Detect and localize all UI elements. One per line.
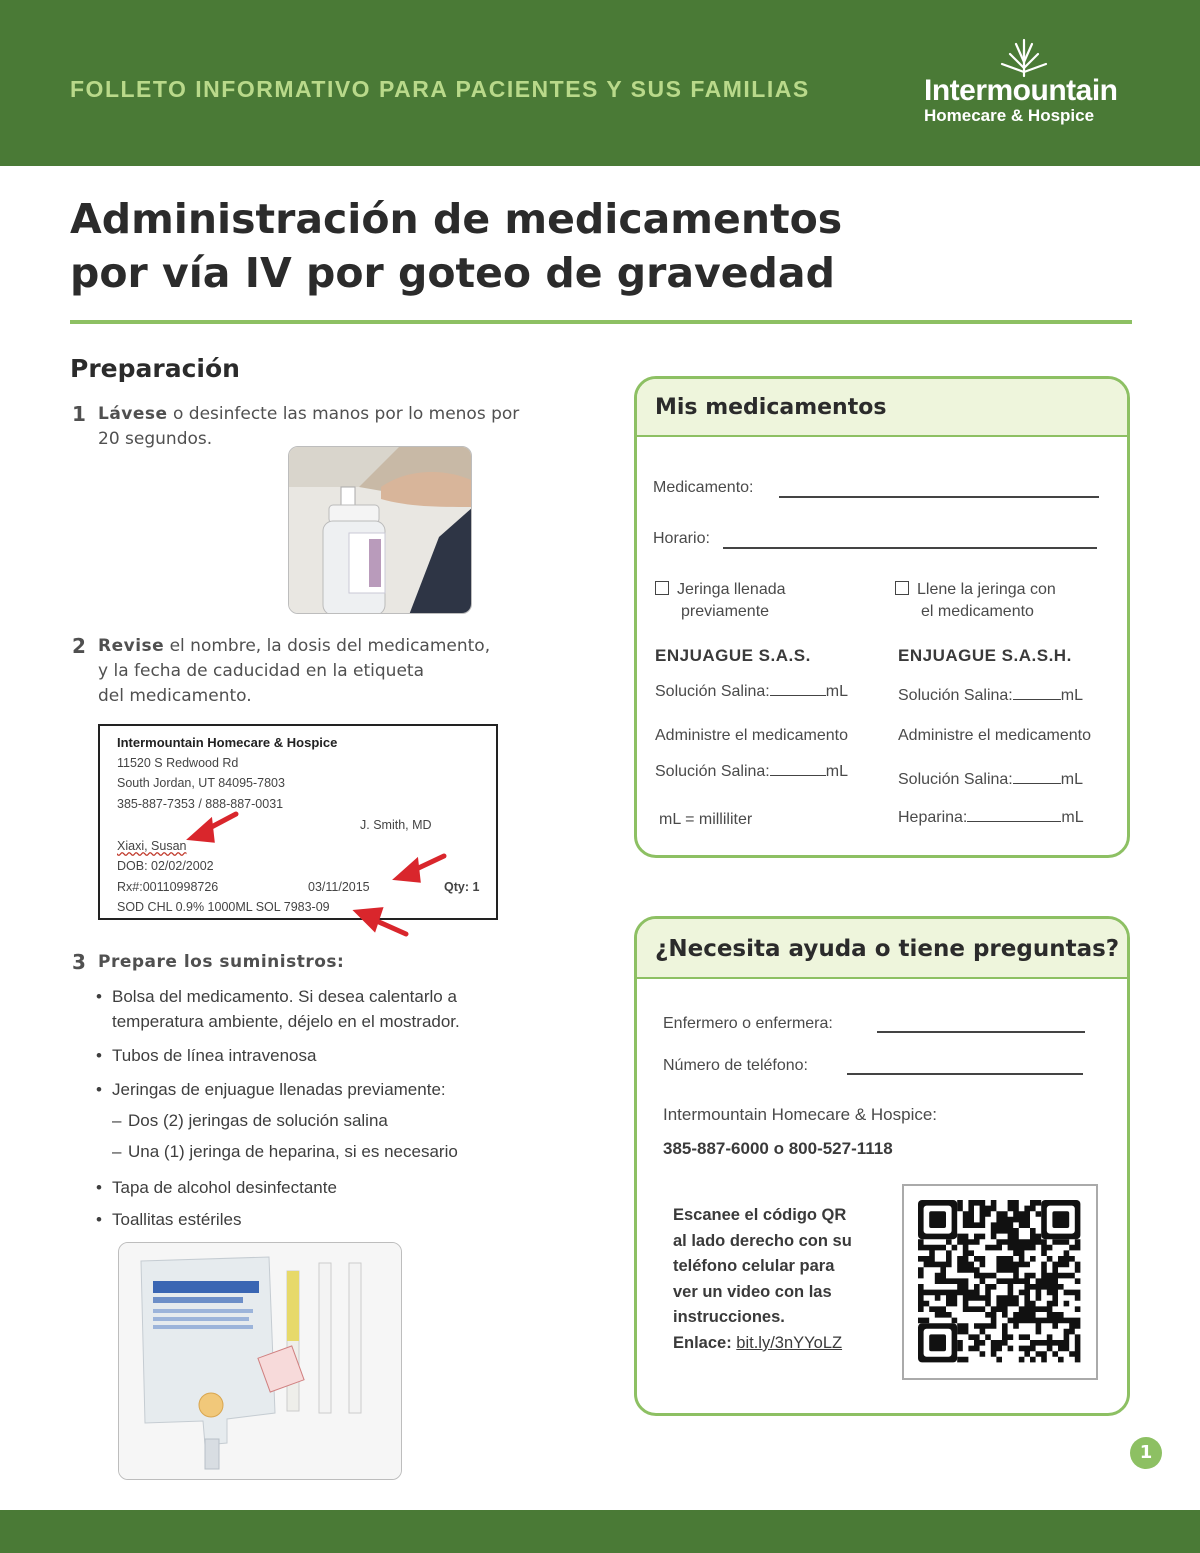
ml-field[interactable] <box>1013 783 1061 784</box>
step-text: o desinfecte las manos por lo menos por <box>167 404 520 424</box>
rx-qty: Qty: 1 <box>444 880 480 894</box>
ml-definition: mL = milliliter <box>659 811 753 828</box>
list-item: • Jeringas de enjuague llenadas previamente: <box>96 1077 596 1102</box>
rx-number: Rx#:00110998726 <box>117 880 219 894</box>
rx-doctor: J. Smith, MD <box>360 818 432 832</box>
supplies-list <box>96 984 596 1241</box>
box-title: Mis medicamentos <box>637 379 1127 437</box>
phone-field[interactable] <box>847 1073 1083 1075</box>
step-keyword: Revise <box>98 636 165 656</box>
red-arrows <box>180 800 450 950</box>
phone-label: Número de teléfono: <box>663 1057 808 1074</box>
list-item <box>96 984 596 1034</box>
step-1 <box>72 402 572 452</box>
hand-sanitizer-photo <box>288 446 472 614</box>
sub-list-item: – Dos (2) jeringas de solución salina <box>96 1108 596 1133</box>
step-number: 2 <box>72 634 86 658</box>
title-divider <box>70 320 1132 324</box>
qr-code-icon <box>904 1186 1096 1378</box>
step-keyword: Lávese <box>98 404 168 424</box>
step-text: del medicamento. <box>98 686 252 706</box>
rx-address-1: 11520 S Redwood Rd <box>117 756 239 770</box>
ml-field[interactable] <box>1013 699 1061 700</box>
step-3 <box>72 950 572 975</box>
step-number: 3 <box>72 950 86 974</box>
medication-label: Medicamento: <box>653 479 754 496</box>
sash-saline-1: Solución Salina: mL <box>898 687 1083 704</box>
sash-administer: Administre el medicamento <box>898 727 1091 744</box>
rx-drug: SOD CHL 0.9% 1000ML SOL 7983-09 <box>117 900 330 914</box>
option-text: Llene la jeringa con <box>917 581 1056 598</box>
step-text: 20 segundos. <box>98 429 213 449</box>
step-2 <box>72 634 572 709</box>
nurse-field[interactable] <box>877 1031 1085 1033</box>
tree-logo-icon <box>994 38 1054 78</box>
intermountain-logo <box>918 36 1148 136</box>
step-text: el nombre, la dosis del medicamento, <box>164 636 491 656</box>
ml-field[interactable] <box>967 821 1061 822</box>
video-link[interactable]: bit.ly/3nYYoLZ <box>736 1333 843 1352</box>
step-number: 1 <box>72 402 86 426</box>
list-item: • Toallitas estériles <box>96 1207 596 1232</box>
arrowhead-icon <box>358 910 380 928</box>
arrowhead-icon <box>398 862 418 880</box>
schedule-field[interactable] <box>723 547 1097 549</box>
title-line-1: Administración de medicamentos <box>70 195 843 243</box>
supplies-photo <box>118 1242 402 1480</box>
rx-phones: 385-887-7353 / 888-887-0031 <box>117 797 284 811</box>
rx-date: 03/11/2015 <box>308 880 370 894</box>
sash-heparin: Heparina: mL <box>898 809 1084 826</box>
ml-field[interactable] <box>770 775 826 776</box>
rx-dob: DOB: 02/02/2002 <box>117 859 214 873</box>
sas-administer: Administre el medicamento <box>655 727 848 744</box>
box-title: ¿Necesita ayuda o tiene preguntas? <box>637 919 1127 979</box>
checkbox-icon[interactable] <box>655 581 669 595</box>
rx-address-2: South Jordan, UT 84095-7803 <box>117 776 285 790</box>
rx-patient: Xiaxi, Susan <box>117 839 187 853</box>
sash-heading: ENJUAGUE S.A.S.H. <box>898 646 1072 665</box>
checkbox-icon[interactable] <box>895 581 909 595</box>
list-item: • Tubos de línea intravenosa <box>96 1043 596 1068</box>
organization-name: Intermountain Homecare & Hospice: <box>663 1105 938 1124</box>
sub-list-item: – Una (1) jeringa de heparina, si es necesario <box>96 1139 596 1164</box>
arrowhead-icon <box>192 822 212 840</box>
logo-brand: Intermountain <box>924 74 1118 107</box>
sas-saline-1: Solución Salina: mL <box>655 683 848 700</box>
footer-bar <box>0 1510 1200 1553</box>
title-line-2: por vía IV por goteo de gravedad <box>70 249 835 297</box>
contact-numbers: 385-887-6000 o 800-527-1118 <box>663 1139 893 1158</box>
prefilled-syringe-option[interactable] <box>655 579 786 623</box>
header-tagline: FOLLETO INFORMATIVO PARA PACIENTES Y SUS FAMILIAS <box>70 76 810 102</box>
header-bar <box>0 0 1200 166</box>
ml-field[interactable] <box>770 695 826 696</box>
nurse-label: Enfermero o enfermera: <box>663 1015 833 1032</box>
list-item: • Tapa de alcohol desinfectante <box>96 1175 596 1200</box>
page-number: 1 <box>1130 1437 1162 1469</box>
my-medications-box <box>634 376 1130 858</box>
option-text: Jeringa llenada <box>677 581 786 598</box>
page-title <box>70 192 970 300</box>
sas-heading: ENJUAGUE S.A.S. <box>655 646 811 665</box>
sash-saline-2: Solución Salina: mL <box>898 771 1083 788</box>
fill-syringe-option[interactable] <box>895 579 1056 623</box>
medication-field[interactable] <box>779 496 1099 498</box>
option-text: el medicamento <box>921 603 1034 620</box>
section-heading: Preparación <box>70 354 240 383</box>
step-text: y la fecha de caducidad en la etiqueta <box>98 661 424 681</box>
list-item-text: Bolsa del medicamento. Si desea calentarlo a <box>112 987 457 1006</box>
logo-subtitle: Homecare & Hospice <box>924 106 1095 125</box>
list-item-text: temperatura ambiente, déjelo en el mostrador. <box>112 1012 460 1031</box>
step-keyword: Prepare los suministros: <box>98 952 345 972</box>
qr-code[interactable] <box>902 1184 1098 1380</box>
option-text: previamente <box>681 603 770 620</box>
sas-saline-2: Solución Salina: mL <box>655 763 848 780</box>
qr-instructions: Escanee el código QR al lado derecho con su teléfono celular para ver un video con las instrucciones. Enlace: bit.ly/3nYYoLZ <box>673 1206 852 1352</box>
rx-pharmacy: Intermountain Homecare & Hospice <box>117 735 338 750</box>
schedule-label: Horario: <box>653 530 710 547</box>
